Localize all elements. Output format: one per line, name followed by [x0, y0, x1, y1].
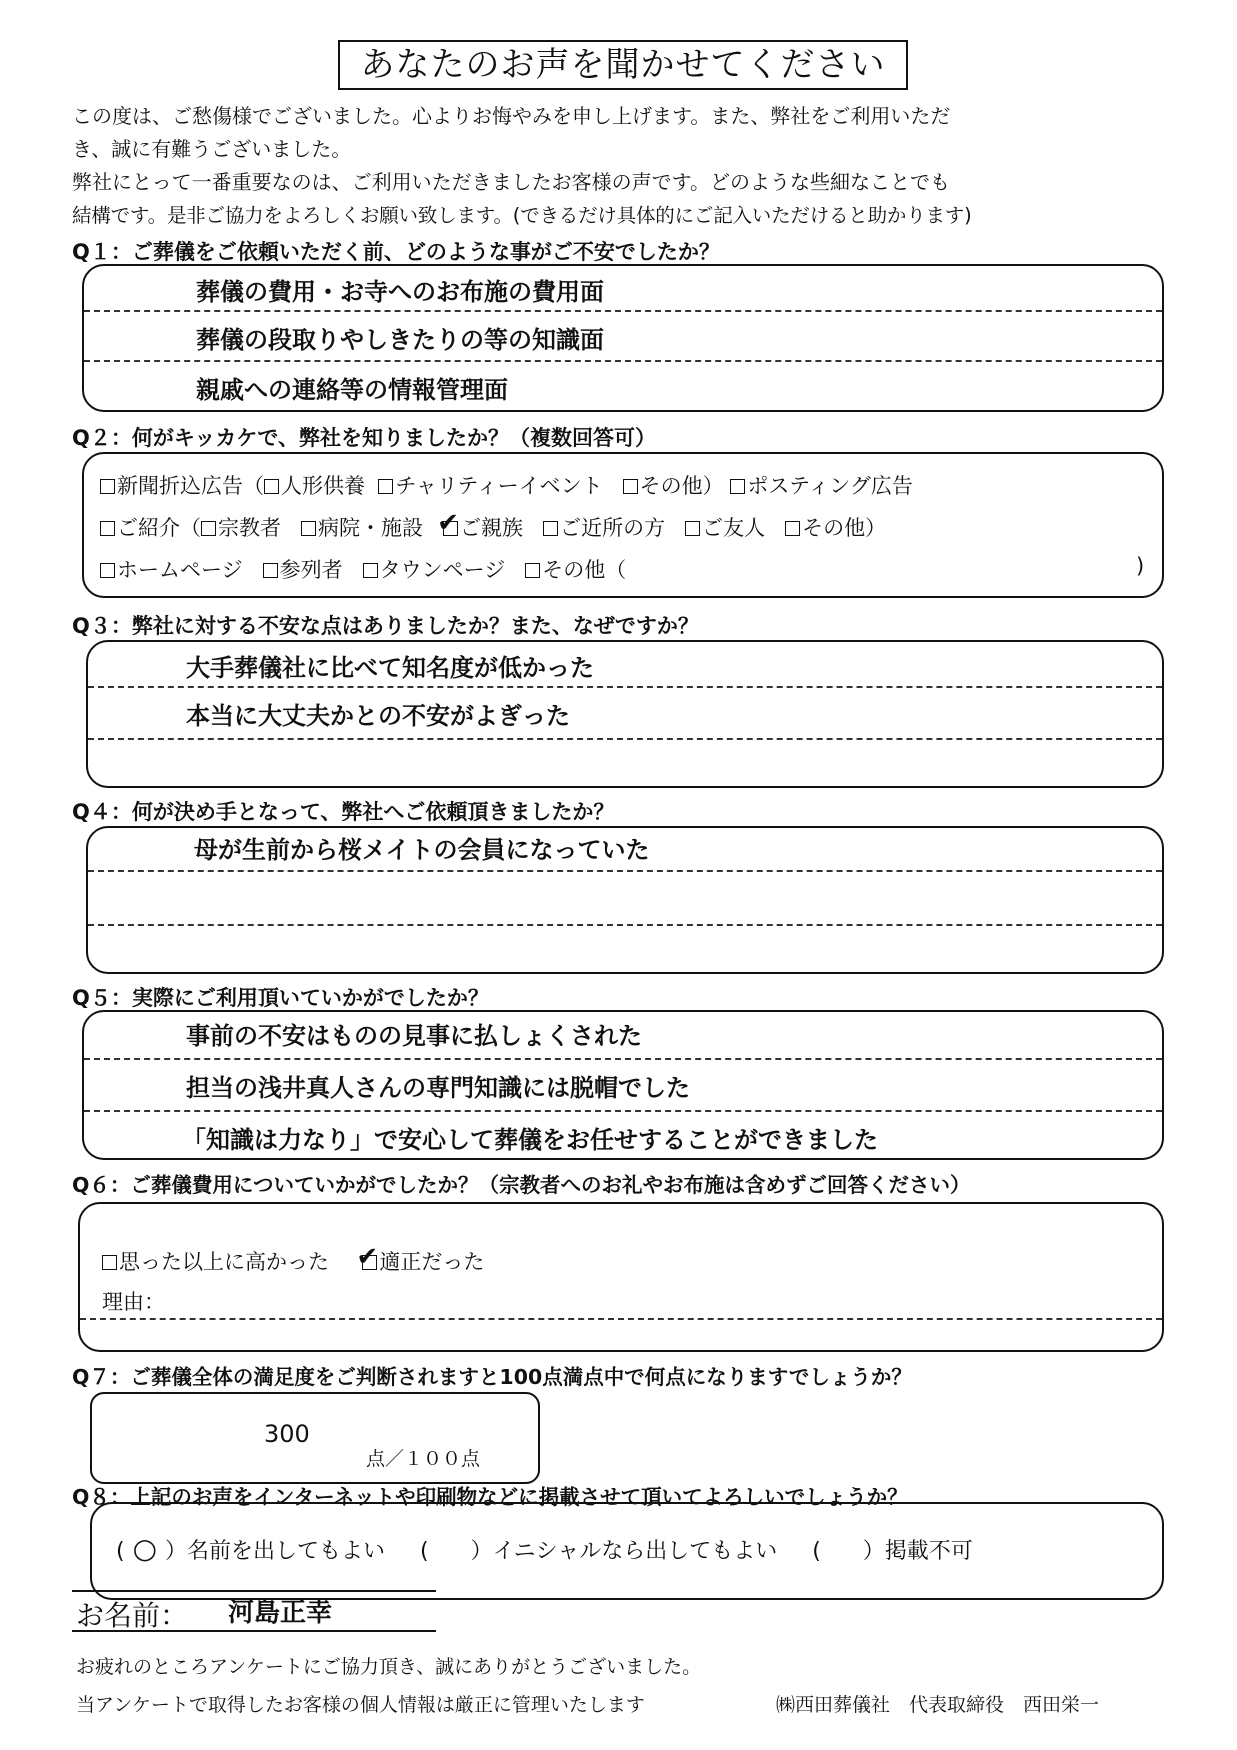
option-label: 思った以上に高かった — [119, 1250, 329, 1274]
checkbox[interactable] — [363, 563, 378, 578]
option-label: ご友人 — [702, 516, 766, 540]
q6-option-row: 思った以上に高かった ✔適正だった — [102, 1246, 484, 1276]
intro-line: 結構です。是非ご協力をよろしくお願い致します。(できるだけ具体的にご記入いただけると助かります) — [72, 204, 972, 227]
option-label: 病院・施設 — [318, 516, 424, 540]
divider — [84, 1110, 1162, 1112]
checkbox[interactable] — [623, 479, 638, 494]
q5-question: Q５：実際にご利用頂いていかがでしたか？ — [72, 986, 489, 1010]
option-label: ホームページ — [117, 558, 243, 582]
checkbox[interactable] — [301, 521, 316, 536]
option-label: タウンページ — [379, 558, 506, 582]
footer-thanks: お疲れのところアンケートにご協力頂き、誠にありがとうございました。 — [76, 1656, 702, 1678]
q3-question: Q３：弊社に対する不安な点はありましたか？また、なぜですか？ — [72, 614, 699, 638]
q8-option-row: ( ○ ）名前を出してもよい ( ）イニシャルなら出してもよい ( ）掲載不可 — [116, 1532, 973, 1565]
option-label: 適正だった — [379, 1250, 485, 1274]
checkbox[interactable] — [102, 1255, 117, 1270]
q1-answer: 葬儀の段取りやしきたりの等の知識面 — [196, 326, 604, 354]
q5-answer: 担当の浅井真人さんの専門知識には脱帽でした — [186, 1074, 690, 1102]
option-label: ご紹介（ — [117, 516, 201, 540]
q7-score-unit: 点／１００点 — [366, 1448, 481, 1470]
intro-line: 弊社にとって一番重要なのは、ご利用いただきましたお客様の声です。どのような些細なことでも — [72, 170, 950, 194]
q2-option-row — [100, 554, 626, 584]
checkbox[interactable] — [685, 521, 700, 536]
checkbox[interactable] — [543, 521, 558, 536]
name-label: お名前： — [76, 1599, 189, 1632]
option-label: チャリティーイベント — [395, 474, 603, 498]
checkbox[interactable] — [100, 563, 115, 578]
q6-question: Q６：ご葬儀費用についていかがでしたか？（宗教者へのお礼やお布施は含めずご回答ください） — [72, 1173, 971, 1197]
option-label: ポスティング広告 — [747, 474, 913, 498]
divider — [88, 924, 1162, 926]
option-label: その他） — [639, 474, 724, 498]
q4-question: Q４：何が決め手となって、弊社へご依頼頂きましたか？ — [72, 800, 615, 824]
divider — [88, 870, 1162, 872]
q1-question: Q１：ご葬儀をご依頼いただく前、どのような事がご不安でしたか？ — [72, 240, 720, 264]
divider — [84, 1058, 1162, 1060]
name-value: 河島正幸 — [228, 1598, 333, 1628]
option-label: その他（ — [542, 558, 627, 582]
option-label[interactable]: ）名前を出してもよい — [165, 1539, 386, 1564]
q2-question: Q２：何がキッカケで、弊社を知りましたか？（複数回答可） — [72, 426, 657, 450]
intro-text — [72, 100, 1172, 232]
q7-score: 300 — [264, 1420, 310, 1448]
option-label[interactable]: ）イニシャルなら出してもよい — [470, 1539, 778, 1564]
divider — [84, 360, 1162, 362]
checkbox[interactable] — [100, 521, 115, 536]
checkbox[interactable] — [201, 521, 216, 536]
q3-answer: 大手葬儀社に比べて知名度が低かった — [186, 654, 594, 682]
q3-answer: 本当に大丈夫かとの不安がよぎった — [186, 702, 570, 730]
q7-question: Q７：ご葬儀全体の満足度をご判断されますと100点満点中で何点になりますでしょうか？ — [72, 1365, 912, 1389]
q4-answer: 母が生前から桜メイトの会員になっていた — [194, 836, 650, 864]
divider — [84, 310, 1162, 312]
checkbox[interactable] — [263, 563, 278, 578]
footer-company: ㈱西田葬儀社 代表取締役 西田栄一 — [776, 1694, 1100, 1716]
option-label: 新聞折込広告（ — [117, 474, 264, 498]
option-label: 宗教者 — [218, 516, 281, 540]
q1-answer: 葬儀の費用・お寺へのお布施の費用面 — [196, 278, 604, 306]
q2-option-row: ご紹介（ 宗教者 病院・施設 ✔ご親族 ご近所の方 ご友人 その他） — [100, 512, 886, 542]
divider — [88, 686, 1162, 688]
option-label[interactable]: ）掲載不可 — [862, 1539, 973, 1564]
checkbox[interactable] — [785, 521, 800, 536]
q5-answer: 事前の不安はものの見事に払しょくされた — [186, 1022, 642, 1050]
footer-privacy: 当アンケートで取得したお客様の個人情報は厳正に管理いたします — [76, 1694, 645, 1716]
q5-answer: 「知識は力なり」で安心して葬儀をお任せすることができました — [182, 1126, 878, 1154]
q8-selected-mark: ○ — [132, 1532, 158, 1565]
checkbox[interactable] — [378, 479, 393, 494]
page-title: あなたのお声を聞かせてください — [338, 40, 908, 90]
q8-question: Q８：上記のお声をインターネットや印刷物などに掲載させて頂いてよろしいでしょうか？ — [72, 1485, 908, 1509]
checkbox[interactable] — [525, 563, 540, 578]
divider — [80, 1318, 1162, 1320]
q6-answer-box — [78, 1202, 1164, 1352]
option-label: 参列者 — [279, 558, 343, 582]
q1-answer: 親戚への連絡等の情報管理面 — [196, 376, 508, 404]
q2-option-row — [100, 470, 913, 500]
checkbox[interactable] — [264, 479, 279, 494]
checkbox[interactable] — [730, 479, 745, 494]
checkbox[interactable] — [100, 479, 115, 494]
divider — [88, 738, 1162, 740]
intro-line: き、誠に有難うございました。 — [72, 137, 352, 161]
option-paren: ) — [1136, 554, 1145, 578]
q6-reason-label: 理由： — [102, 1290, 165, 1314]
option-label: 人形供養 — [281, 474, 365, 498]
option-label: その他） — [802, 516, 887, 540]
option-label: ご近所の方 — [560, 516, 666, 540]
option-label: ご親族 — [460, 516, 524, 540]
intro-line: この度は、ご愁傷様でございました。心よりお悔やみを申し上げます。また、弊社をご利用いただ — [72, 104, 951, 128]
